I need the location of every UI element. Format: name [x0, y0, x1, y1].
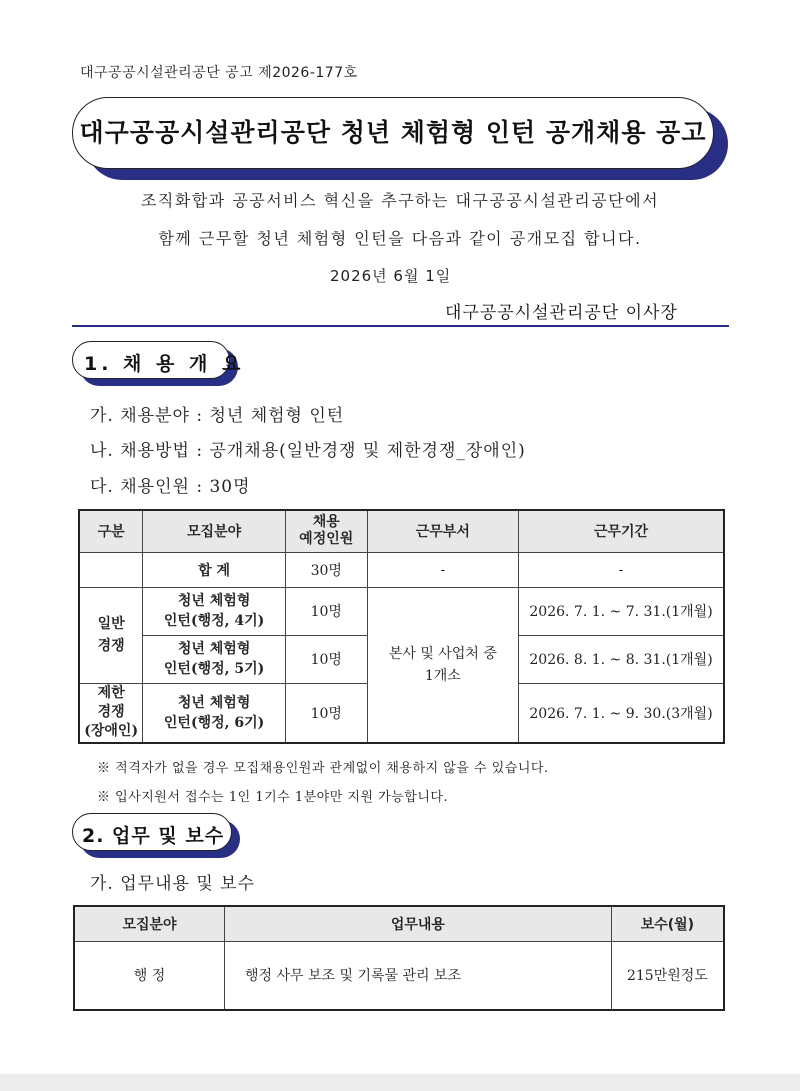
total-period: - — [519, 552, 724, 587]
total-blank — [79, 552, 143, 587]
row-count: 10명 — [285, 635, 367, 683]
header-field: 모집분야 — [143, 510, 286, 552]
issuer: 대구공공시설관리공단 이사장 — [445, 303, 678, 323]
note-1: ※ 적격자가 없을 경우 모집채용인원과 관계없이 채용하지 않을 수 있습니다. — [97, 761, 549, 776]
row-field: 청년 체험형 인턴(행정, 5기) — [143, 635, 286, 683]
page-title: 대구공공시설관리공단 청년 체험형 인턴 공개채용 공고 — [79, 118, 707, 147]
row-count: 10명 — [285, 683, 367, 743]
section1-title: 1. 채 용 개 요 — [84, 353, 245, 375]
row-duties: 행정 사무 보조 및 기록물 관리 보조 — [225, 941, 612, 1010]
row-field: 청년 체험형 인턴(행정, 6기) — [143, 683, 286, 743]
category-restricted: 제한 경쟁 (장애인) — [79, 683, 143, 743]
row-field: 행 정 — [74, 941, 225, 1010]
header-count: 채용 예정인원 — [285, 510, 367, 552]
total-dept: - — [367, 552, 518, 587]
notice-number: 대구공공시설관리공단 공고 제2026-177호 — [80, 65, 358, 81]
overview-item-count: 다. 채용인원 : 30명 — [90, 477, 251, 497]
total-row — [79, 552, 724, 587]
row-period: 2026. 7. 1. ~ 7. 31.(1개월) — [519, 587, 724, 635]
row-period: 2026. 7. 1. ~ 9. 30.(3개월) — [519, 683, 724, 743]
row-field: 청년 체험형 인턴(행정, 4기) — [143, 587, 286, 635]
overview-item-method: 나. 채용방법 : 공개채용(일반경쟁 및 제한경쟁_장애인) — [90, 441, 526, 461]
row-pay: 215만원정도 — [611, 941, 724, 1010]
header-duties: 업무내용 — [225, 906, 612, 941]
duties-item: 가. 업무내용 및 보수 — [90, 874, 255, 894]
table-header-row — [74, 906, 724, 941]
section2-title: 2. 업무 및 보수 — [82, 825, 225, 847]
recruitment-table — [78, 509, 725, 744]
header-pay: 보수(월) — [611, 906, 724, 941]
total-label: 합 계 — [143, 552, 286, 587]
table-row — [79, 587, 724, 635]
intro-line-1: 조직화합과 공공서비스 혁신을 추구하는 대구공공시설관리공단에서 — [140, 191, 660, 210]
divider — [72, 325, 729, 327]
overview-item-field: 가. 채용분야 : 청년 체험형 인턴 — [90, 406, 345, 426]
table-row — [74, 941, 724, 1010]
table-header-row — [79, 510, 724, 552]
shared-dept: 본사 및 사업처 중 1개소 — [367, 587, 518, 743]
header-dept: 근무부서 — [367, 510, 518, 552]
intro-line-2: 함께 근무할 청년 체험형 인턴을 다음과 같이 공개모집 합니다. — [158, 229, 642, 248]
header-field: 모집분야 — [74, 906, 225, 941]
note-2: ※ 입사지원서 접수는 1인 1기수 1분야만 지원 가능합니다. — [97, 790, 449, 805]
category-general: 일반 경쟁 — [79, 587, 143, 683]
header-period: 근무기간 — [519, 510, 724, 552]
total-count: 30명 — [285, 552, 367, 587]
row-period: 2026. 8. 1. ~ 8. 31.(1개월) — [519, 635, 724, 683]
row-count: 10명 — [285, 587, 367, 635]
header-category: 구분 — [79, 510, 143, 552]
notice-date: 2026년 6월 1일 — [330, 267, 452, 285]
duties-table — [73, 905, 725, 1011]
